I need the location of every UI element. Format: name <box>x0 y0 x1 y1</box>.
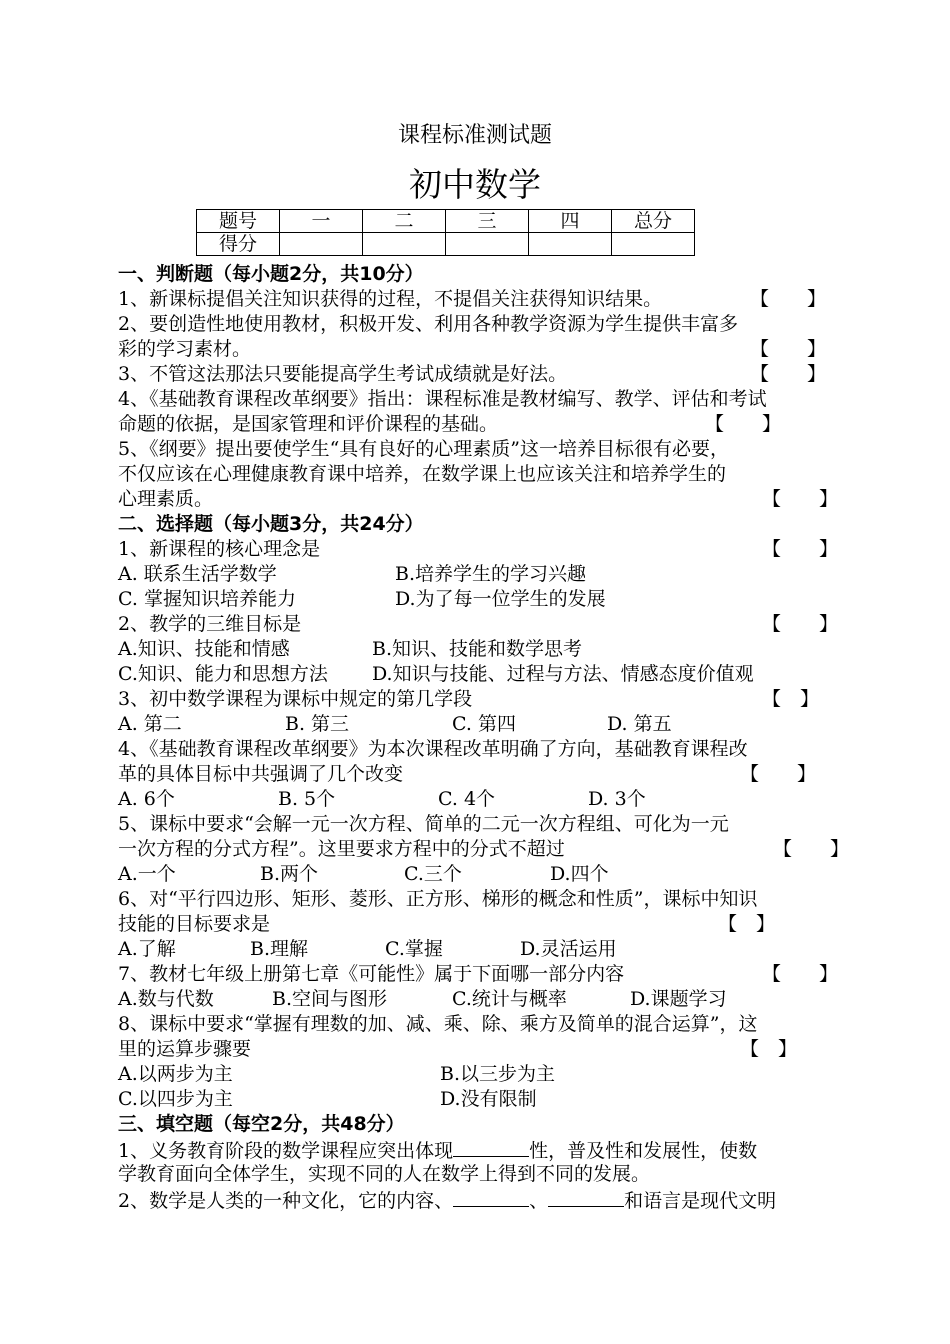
score-row-label: 得分 <box>197 233 280 256</box>
s3-q2-text-c: 和语言是现代文明 <box>624 1190 777 1212</box>
s1-q2-text-line1: 2、要创造性地使用教材，积极开发、利用各种教学资源为学生提供丰富多 <box>118 313 739 335</box>
s1-q3-text: 3、不管这法那法只要能提高学生考试成绩就是好法。 <box>118 363 568 385</box>
s2-q5-option-d: D.四个 <box>550 863 609 885</box>
s2-q8-text-line2: 里的运算步骤要 <box>118 1038 252 1060</box>
s2-q7-option-c: C.统计与概率 <box>452 988 567 1010</box>
section1-heading: 一、判断题（每小题2分，共10分） <box>118 263 424 285</box>
score-cell <box>612 233 695 256</box>
s2-q6-answer-bracket: 【 】 <box>718 913 776 935</box>
s3-q2-blank-2[interactable] <box>548 1187 624 1207</box>
s2-q2-option-d: D.知识与技能、过程与方法、情感态度价值观 <box>372 663 754 685</box>
s2-q1-option-d: D.为了每一位学生的发展 <box>395 588 606 610</box>
s2-q5-text-line1: 5、课标中要求“会解一元一次方程、简单的二元一次方程组、可化为一元 <box>118 813 729 835</box>
s3-q1-text-b: 性，普及性和发展性，使数 <box>529 1140 758 1162</box>
s2-q6-option-b: B.理解 <box>250 938 309 960</box>
s1-q4-answer-bracket: 【 】 <box>705 413 782 435</box>
s2-q7-option-a: A.数与代数 <box>118 988 214 1010</box>
s2-q7-option-b: B.空间与图形 <box>272 988 388 1010</box>
s2-q6-text-line2: 技能的目标要求是 <box>118 913 271 935</box>
s1-q4-text-line2: 命题的依据，是国家管理和评价课程的基础。 <box>118 413 499 435</box>
s2-q1-option-a: A. 联系生活学数学 <box>118 563 277 585</box>
s2-q1-answer-bracket: 【 】 <box>762 538 839 560</box>
s2-q5-option-c: C.三个 <box>404 863 462 885</box>
s2-q2-text: 2、教学的三维目标是 <box>118 613 302 635</box>
s2-q5-option-a: A.一个 <box>118 863 176 885</box>
subject-title: 初中数学 <box>409 165 541 204</box>
s2-q4-option-a: A. 6个 <box>118 788 175 810</box>
s2-q8-option-b: B.以三步为主 <box>440 1063 556 1085</box>
s1-q5-text-line2: 不仅应该在心理健康教育课中培养，在数学课上也应该关注和培养学生的 <box>118 463 727 485</box>
s2-q4-text-line2: 革的具体目标中共强调了几个改变 <box>118 763 404 785</box>
s2-q2-option-a: A.知识、技能和情感 <box>118 638 290 660</box>
section2-heading: 二、选择题（每小题3分，共24分） <box>118 513 424 535</box>
exam-title: 课程标准测试题 <box>397 123 552 148</box>
score-header-cell: 一 <box>280 210 363 233</box>
s1-q5-text-line3: 心理素质。 <box>118 488 214 510</box>
score-cell <box>446 233 529 256</box>
s2-q8-text-line1: 8、课标中要求“掌握有理数的加、减、乘、除、乘方及简单的混合运算”，这 <box>118 1013 758 1035</box>
s3-q2-blank-1[interactable] <box>453 1187 529 1207</box>
s2-q6-option-d: D.灵活运用 <box>520 938 617 960</box>
s2-q6-text-line1: 6、对“平行四边形、矩形、菱形、正方形、梯形的概念和性质”，课标中知识 <box>118 888 758 910</box>
s2-q3-option-b: B. 第三 <box>285 713 350 735</box>
s1-q5-text-line1: 5、《纲要》提出要使学生“具有良好的心理素质”这一培养目标很有必要， <box>118 438 730 460</box>
score-cell <box>529 233 612 256</box>
s2-q3-answer-bracket: 【 】 <box>762 688 820 710</box>
s2-q2-answer-bracket: 【 】 <box>762 613 839 635</box>
s3-q2-text-b: 、 <box>529 1190 549 1212</box>
s2-q2-option-b: B.知识、技能和数学思考 <box>372 638 583 660</box>
s2-q1-text: 1、新课程的核心理念是 <box>118 538 321 560</box>
s2-q7-option-d: D.课题学习 <box>630 988 727 1010</box>
s2-q1-option-b: B.培养学生的学习兴趣 <box>395 563 587 585</box>
s1-q3-answer-bracket: 【 】 <box>750 363 827 385</box>
s1-q1-answer-bracket: 【 】 <box>750 288 827 310</box>
s2-q8-option-a: A.以两步为主 <box>118 1063 233 1085</box>
s2-q1-option-c: C. 掌握知识培养能力 <box>118 588 296 610</box>
s2-q8-option-d: D.没有限制 <box>440 1088 537 1110</box>
s2-q5-answer-bracket: 【 】 <box>773 838 850 860</box>
s3-q1-blank[interactable] <box>453 1137 529 1157</box>
s2-q4-option-c: C. 4个 <box>438 788 496 810</box>
score-table-score-row <box>197 233 695 256</box>
s3-q1-line1 <box>118 1137 757 1164</box>
s2-q8-answer-bracket: 【 】 <box>740 1038 798 1060</box>
score-cell <box>280 233 363 256</box>
score-table <box>196 209 695 256</box>
score-table-header-row <box>197 210 695 233</box>
s2-q3-option-d: D. 第五 <box>607 713 672 735</box>
section3-heading: 三、填空题（每空2分，共48分） <box>118 1113 405 1135</box>
s2-q7-text: 7、教材七年级上册第七章《可能性》属于下面哪一部分内容 <box>118 963 625 985</box>
s2-q3-text: 3、初中数学课程为课标中规定的第几学段 <box>118 688 473 710</box>
s3-q2-line1 <box>118 1187 776 1214</box>
s2-q6-option-c: C.掌握 <box>385 938 443 960</box>
s3-q1-line2: 学教育面向全体学生，实现不同的人在数学上得到不同的发展。 <box>118 1163 651 1185</box>
s2-q3-option-a: A. 第二 <box>118 713 182 735</box>
s2-q5-option-b: B.两个 <box>260 863 319 885</box>
s2-q4-answer-bracket: 【 】 <box>740 763 817 785</box>
s2-q4-text-line1: 4、《基础教育课程改革纲要》为本次课程改革明确了方向，基础教育课程改 <box>118 738 748 760</box>
score-header-cell: 三 <box>446 210 529 233</box>
s2-q5-text-line2: 一次方程的分式方程”。这里要求方程中的分式不超过 <box>118 838 565 860</box>
s2-q3-option-c: C. 第四 <box>452 713 516 735</box>
s1-q5-answer-bracket: 【 】 <box>762 488 839 510</box>
s2-q2-option-c: C.知识、能力和思想方法 <box>118 663 328 685</box>
s3-q2-text-a: 2、数学是人类的一种文化，它的内容、 <box>118 1190 454 1212</box>
s1-q2-text-line2: 彩的学习素材。 <box>118 338 252 360</box>
score-cell <box>363 233 446 256</box>
s1-q1-text: 1、新课标提倡关注知识获得的过程，不提倡关注获得知识结果。 <box>118 288 663 310</box>
score-header-cell: 题号 <box>197 210 280 233</box>
s1-q2-answer-bracket: 【 】 <box>750 338 827 360</box>
s1-q4-text-line1: 4、《基础教育课程改革纲要》指出：课程标准是教材编写、教学、评估和考试 <box>118 388 767 410</box>
s3-q1-text-a: 1、义务教育阶段的数学课程应突出体现 <box>118 1140 454 1162</box>
score-header-cell: 二 <box>363 210 446 233</box>
s2-q7-answer-bracket: 【 】 <box>762 963 839 985</box>
score-header-cell: 总分 <box>612 210 695 233</box>
s2-q6-option-a: A.了解 <box>118 938 176 960</box>
score-header-cell: 四 <box>529 210 612 233</box>
s2-q4-option-d: D. 3个 <box>588 788 646 810</box>
s2-q4-option-b: B. 5个 <box>278 788 336 810</box>
s2-q8-option-c: C.以四步为主 <box>118 1088 233 1110</box>
